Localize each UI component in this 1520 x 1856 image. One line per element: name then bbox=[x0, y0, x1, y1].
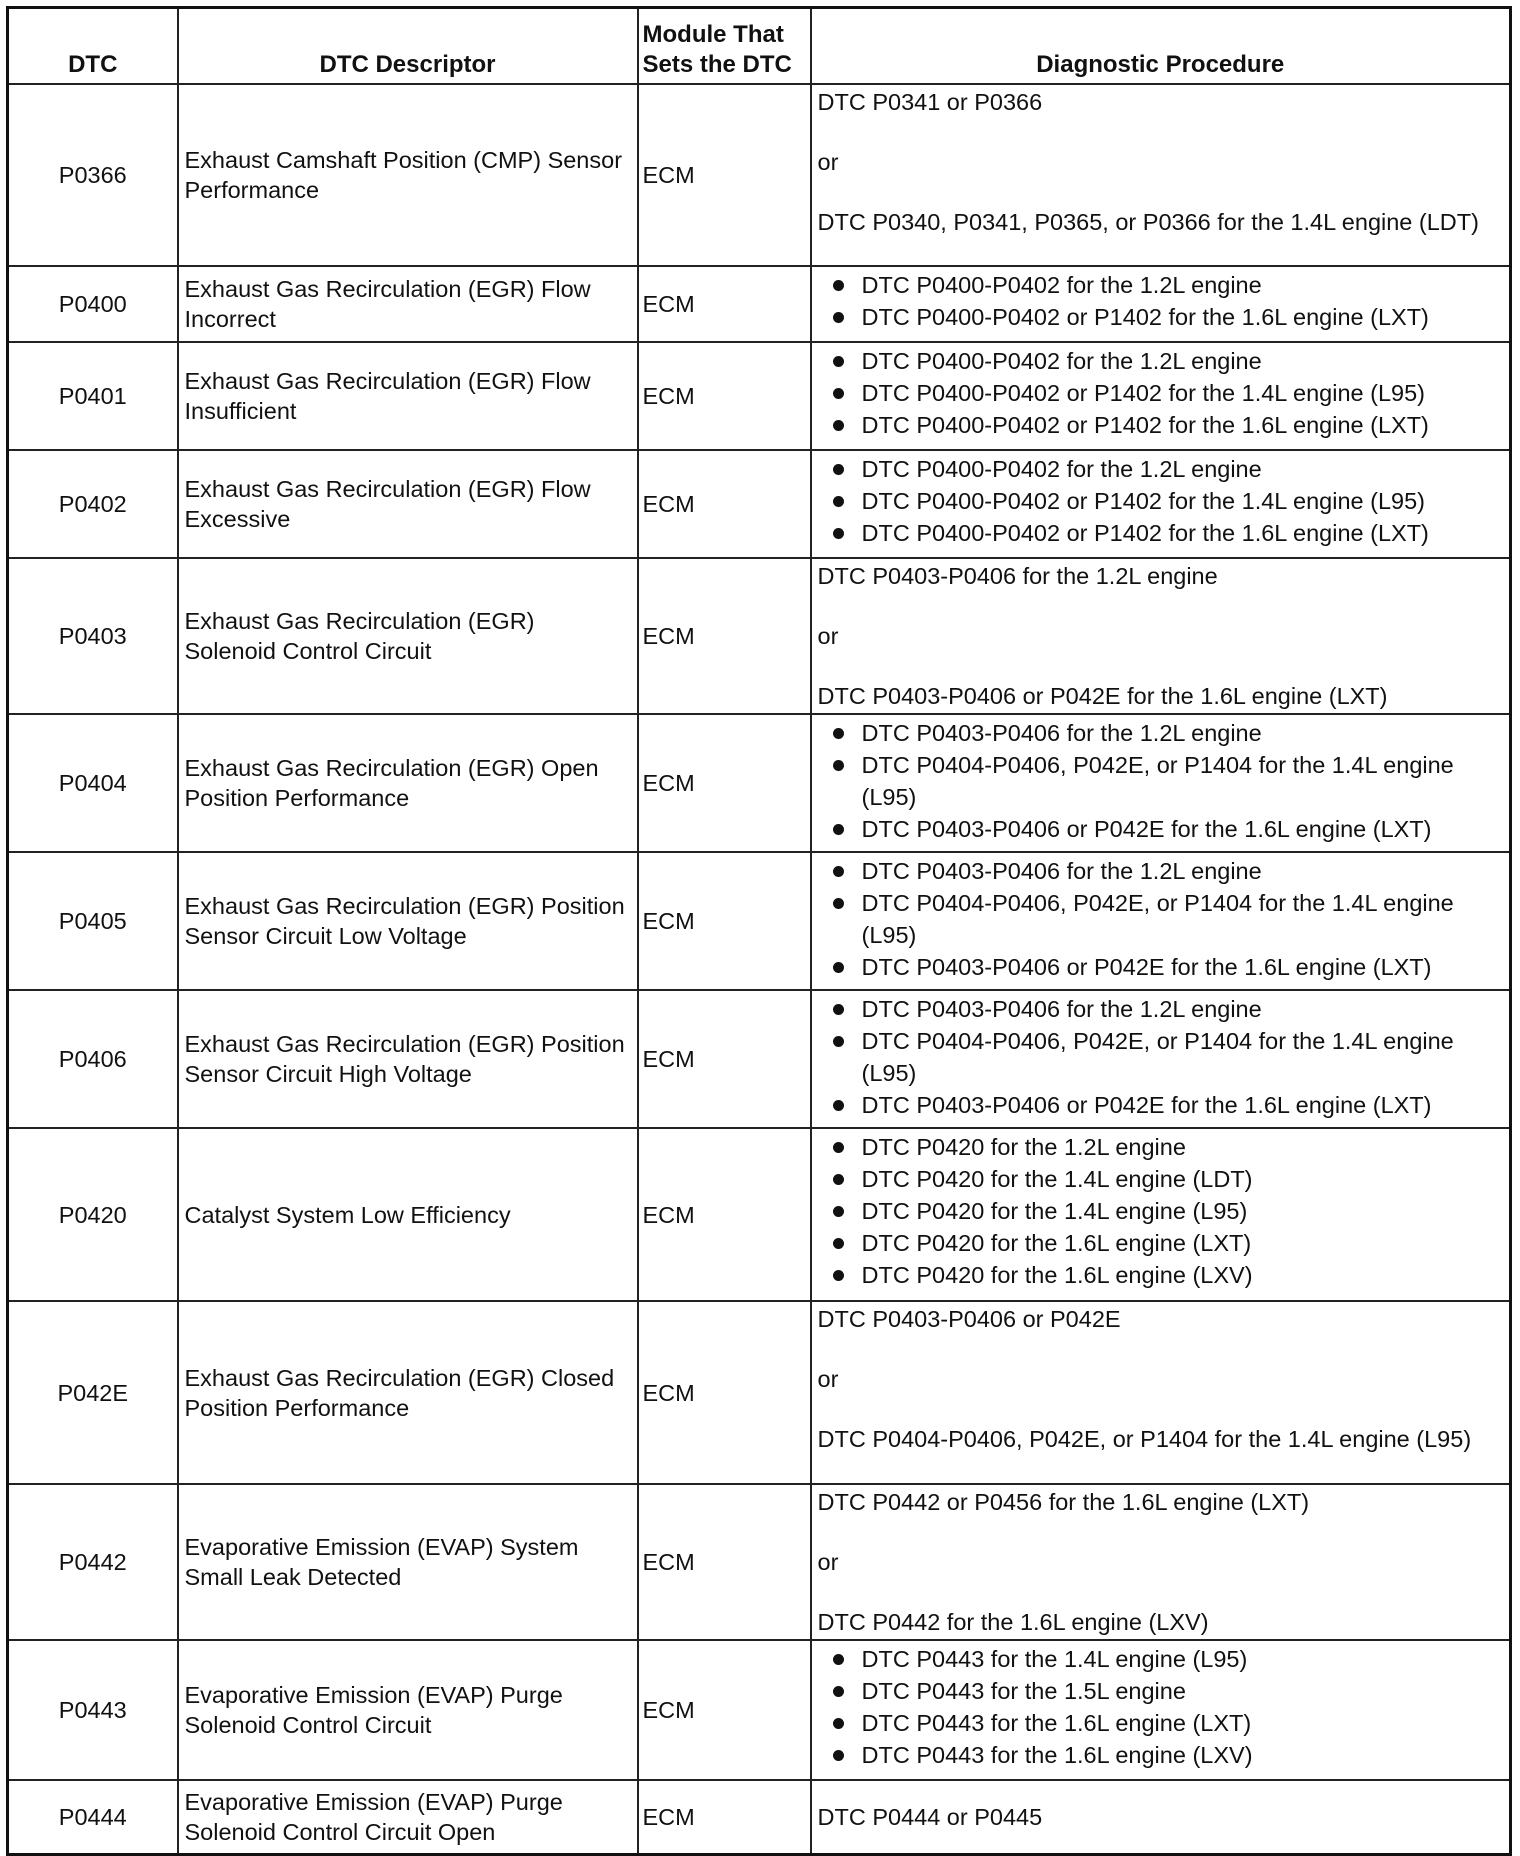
procedure-list-item: DTC P0400-P0402 or P1402 for the 1.6L engine (LXT) bbox=[818, 409, 1504, 441]
dtc-descriptor bbox=[178, 266, 638, 342]
header-descriptor: DTC Descriptor bbox=[178, 8, 638, 85]
dtc-descriptor bbox=[178, 1780, 638, 1854]
header-module-line1: Module That bbox=[642, 21, 784, 48]
procedure-list bbox=[818, 343, 1504, 444]
dtc-table bbox=[6, 6, 1512, 1856]
dtc-descriptor bbox=[178, 990, 638, 1128]
procedure-list-item: DTC P0403-P0406 for the 1.2L engine bbox=[818, 717, 1504, 749]
procedure-text: DTC P0442 or P0456 for the 1.6L engine (LXT) bbox=[817, 1489, 1310, 1515]
procedure-list-item: DTC P0420 for the 1.2L engine bbox=[818, 1131, 1504, 1163]
procedure-list-item: DTC P0403-P0406 or P042E for the 1.6L engine (LXT) bbox=[818, 813, 1504, 845]
table-row bbox=[8, 450, 1511, 558]
table-row bbox=[8, 1484, 1511, 1640]
dtc-descriptor bbox=[178, 558, 638, 714]
procedure-text: DTC P0444 or P0445 bbox=[817, 1803, 1043, 1830]
table-row bbox=[8, 558, 1511, 714]
diagnostic-procedure bbox=[811, 1484, 1511, 1640]
header-module-line2: Sets the DTC bbox=[642, 51, 792, 78]
dtc-descriptor-text: Exhaust Gas Recirculation (EGR) Position Sensor Circuit Low Voltage bbox=[184, 893, 625, 949]
table-row bbox=[8, 1780, 1511, 1854]
diagnostic-procedure bbox=[811, 266, 1511, 342]
procedure-text: DTC P0403-P0406 for the 1.2L engine bbox=[817, 563, 1218, 589]
procedure-text-block bbox=[818, 1800, 1504, 1834]
diagnostic-procedure bbox=[811, 558, 1511, 714]
procedure-spacer bbox=[818, 591, 1504, 621]
procedure-spacer bbox=[818, 1517, 1504, 1547]
table-body bbox=[8, 84, 1511, 1854]
procedure-list-item: DTC P0404-P0406, P042E, or P1404 for the 1.4L engine (L95) bbox=[818, 1025, 1504, 1089]
header-module bbox=[638, 8, 811, 85]
procedure-list bbox=[818, 1641, 1504, 1774]
diagnostic-procedure bbox=[811, 1780, 1511, 1854]
table-row bbox=[8, 1301, 1511, 1484]
procedure-text: DTC P0403-P0406 or P042E bbox=[817, 1306, 1121, 1332]
dtc-descriptor-text: Evaporative Emission (EVAP) System Small Leak Detected bbox=[184, 1534, 579, 1590]
procedure-list-item: DTC P0400-P0402 or P1402 for the 1.4L engine (L95) bbox=[818, 377, 1504, 409]
diagnostic-procedure bbox=[811, 714, 1511, 852]
dtc-code: P0403 bbox=[8, 558, 178, 714]
procedure-list bbox=[818, 451, 1504, 552]
dtc-descriptor bbox=[178, 1640, 638, 1780]
dtc-code: P0401 bbox=[8, 342, 178, 450]
module-name: ECM bbox=[638, 558, 811, 714]
procedure-list-item: DTC P0403-P0406 for the 1.2L engine bbox=[818, 855, 1504, 887]
diagnostic-procedure bbox=[811, 1640, 1511, 1780]
procedure-list-item: DTC P0420 for the 1.4L engine (L95) bbox=[818, 1195, 1504, 1227]
dtc-descriptor bbox=[178, 84, 638, 266]
dtc-code: P0405 bbox=[8, 852, 178, 990]
procedure-list bbox=[818, 1129, 1504, 1294]
module-name: ECM bbox=[638, 1780, 811, 1854]
procedure-text-block bbox=[818, 85, 1504, 239]
dtc-descriptor bbox=[178, 450, 638, 558]
procedure-list-item: DTC P0404-P0406, P042E, or P1404 for the 1.4L engine (L95) bbox=[818, 749, 1504, 813]
diagnostic-procedure bbox=[811, 990, 1511, 1128]
procedure-list-item: DTC P0443 for the 1.5L engine bbox=[818, 1675, 1504, 1707]
procedure-or: or bbox=[817, 1549, 839, 1575]
dtc-code: P0420 bbox=[8, 1128, 178, 1301]
table-row bbox=[8, 990, 1511, 1128]
header-dtc: DTC bbox=[8, 8, 178, 85]
procedure-list-item: DTC P0443 for the 1.6L engine (LXV) bbox=[818, 1739, 1504, 1771]
procedure-list-item: DTC P0404-P0406, P042E, or P1404 for the 1.4L engine (L95) bbox=[818, 887, 1504, 951]
table-header-row bbox=[8, 8, 1511, 85]
procedure-or: or bbox=[817, 149, 839, 175]
procedure-list bbox=[818, 991, 1504, 1124]
procedure-spacer bbox=[818, 117, 1504, 147]
dtc-code: P0400 bbox=[8, 266, 178, 342]
procedure-text-block bbox=[818, 1485, 1504, 1639]
dtc-descriptor bbox=[178, 852, 638, 990]
procedure-spacer bbox=[818, 1394, 1504, 1424]
procedure-list-item: DTC P0400-P0402 or P1402 for the 1.6L engine (LXT) bbox=[818, 517, 1504, 549]
procedure-list-item: DTC P0403-P0406 for the 1.2L engine bbox=[818, 993, 1504, 1025]
table-row bbox=[8, 1640, 1511, 1780]
table-row bbox=[8, 84, 1511, 266]
diagnostic-procedure bbox=[811, 852, 1511, 990]
dtc-descriptor-text: Exhaust Gas Recirculation (EGR) Solenoid Control Circuit bbox=[184, 608, 535, 664]
diagnostic-procedure bbox=[811, 1301, 1511, 1484]
procedure-text-block bbox=[818, 1302, 1504, 1456]
procedure-list-item: DTC P0400-P0402 for the 1.2L engine bbox=[818, 269, 1504, 301]
procedure-or: or bbox=[817, 623, 839, 649]
dtc-descriptor bbox=[178, 1128, 638, 1301]
module-name: ECM bbox=[638, 1640, 811, 1780]
dtc-descriptor-text: Exhaust Gas Recirculation (EGR) Flow Incorrect bbox=[184, 276, 591, 332]
dtc-code: P042E bbox=[8, 1301, 178, 1484]
table-row bbox=[8, 342, 1511, 450]
procedure-text: DTC P0404-P0406, P042E, or P1404 for the 1.4L engine (L95) bbox=[817, 1426, 1472, 1452]
procedure-text: DTC P0403-P0406 or P042E for the 1.6L engine (LXT) bbox=[817, 683, 1388, 709]
procedure-list-item: DTC P0400-P0402 for the 1.2L engine bbox=[818, 345, 1504, 377]
dtc-code: P0402 bbox=[8, 450, 178, 558]
dtc-descriptor-text: Exhaust Gas Recirculation (EGR) Position Sensor Circuit High Voltage bbox=[184, 1031, 625, 1087]
dtc-descriptor bbox=[178, 342, 638, 450]
procedure-spacer bbox=[818, 1577, 1504, 1607]
procedure-or: or bbox=[817, 1366, 839, 1392]
diagnostic-procedure bbox=[811, 450, 1511, 558]
procedure-list-item: DTC P0403-P0406 or P042E for the 1.6L engine (LXT) bbox=[818, 1089, 1504, 1121]
procedure-list-item: DTC P0400-P0402 for the 1.2L engine bbox=[818, 453, 1504, 485]
module-name: ECM bbox=[638, 990, 811, 1128]
dtc-code: P0404 bbox=[8, 714, 178, 852]
table-row bbox=[8, 266, 1511, 342]
dtc-descriptor bbox=[178, 714, 638, 852]
dtc-descriptor bbox=[178, 1484, 638, 1640]
procedure-list-item: DTC P0443 for the 1.4L engine (L95) bbox=[818, 1643, 1504, 1675]
table-row bbox=[8, 1128, 1511, 1301]
dtc-descriptor-text: Exhaust Gas Recirculation (EGR) Flow Insufficient bbox=[184, 368, 591, 424]
diagnostic-procedure bbox=[811, 342, 1511, 450]
procedure-list bbox=[818, 715, 1504, 848]
dtc-descriptor-text: Catalyst System Low Efficiency bbox=[184, 1201, 511, 1228]
procedure-list-item: DTC P0420 for the 1.6L engine (LXV) bbox=[818, 1259, 1504, 1291]
table-row bbox=[8, 714, 1511, 852]
module-name: ECM bbox=[638, 714, 811, 852]
procedure-text-block bbox=[818, 559, 1504, 713]
dtc-code: P0443 bbox=[8, 1640, 178, 1780]
procedure-list-item: DTC P0420 for the 1.6L engine (LXT) bbox=[818, 1227, 1504, 1259]
dtc-descriptor-text: Evaporative Emission (EVAP) Purge Solenoid Control Circuit bbox=[184, 1682, 563, 1738]
dtc-descriptor-text: Exhaust Gas Recirculation (EGR) Open Position Performance bbox=[184, 755, 599, 811]
dtc-code: P0366 bbox=[8, 84, 178, 266]
procedure-list-item: DTC P0403-P0406 or P042E for the 1.6L engine (LXT) bbox=[818, 951, 1504, 983]
module-name: ECM bbox=[638, 342, 811, 450]
module-name: ECM bbox=[638, 852, 811, 990]
procedure-text: DTC P0341 or P0366 bbox=[817, 89, 1043, 115]
table-row bbox=[8, 852, 1511, 990]
dtc-descriptor-text: Exhaust Camshaft Position (CMP) Sensor Performance bbox=[184, 147, 623, 203]
module-name: ECM bbox=[638, 1301, 811, 1484]
procedure-list-item: DTC P0400-P0402 or P1402 for the 1.6L engine (LXT) bbox=[818, 301, 1504, 333]
procedure-list bbox=[818, 267, 1504, 336]
module-name: ECM bbox=[638, 266, 811, 342]
dtc-code: P0444 bbox=[8, 1780, 178, 1854]
module-name: ECM bbox=[638, 1128, 811, 1301]
procedure-spacer bbox=[818, 651, 1504, 681]
dtc-descriptor-text: Evaporative Emission (EVAP) Purge Solenoid Control Circuit Open bbox=[184, 1788, 563, 1845]
procedure-list-item: DTC P0400-P0402 or P1402 for the 1.4L engine (L95) bbox=[818, 485, 1504, 517]
module-name: ECM bbox=[638, 450, 811, 558]
dtc-descriptor-text: Exhaust Gas Recirculation (EGR) Flow Excessive bbox=[184, 476, 591, 532]
procedure-list-item: DTC P0443 for the 1.6L engine (LXT) bbox=[818, 1707, 1504, 1739]
dtc-code: P0406 bbox=[8, 990, 178, 1128]
procedure-list-item: DTC P0420 for the 1.4L engine (LDT) bbox=[818, 1163, 1504, 1195]
diagnostic-procedure bbox=[811, 84, 1511, 266]
module-name: ECM bbox=[638, 1484, 811, 1640]
dtc-descriptor bbox=[178, 1301, 638, 1484]
header-procedure: Diagnostic Procedure bbox=[811, 8, 1511, 85]
procedure-list bbox=[818, 853, 1504, 986]
module-name: ECM bbox=[638, 84, 811, 266]
dtc-descriptor-text: Exhaust Gas Recirculation (EGR) Closed Position Performance bbox=[184, 1364, 615, 1421]
diagnostic-procedure bbox=[811, 1128, 1511, 1301]
procedure-text: DTC P0442 for the 1.6L engine (LXV) bbox=[817, 1609, 1209, 1635]
dtc-code: P0442 bbox=[8, 1484, 178, 1640]
procedure-spacer bbox=[818, 1334, 1504, 1364]
procedure-spacer bbox=[818, 177, 1504, 207]
procedure-text: DTC P0340, P0341, P0365, or P0366 for the 1.4L engine (LDT) bbox=[817, 209, 1479, 235]
